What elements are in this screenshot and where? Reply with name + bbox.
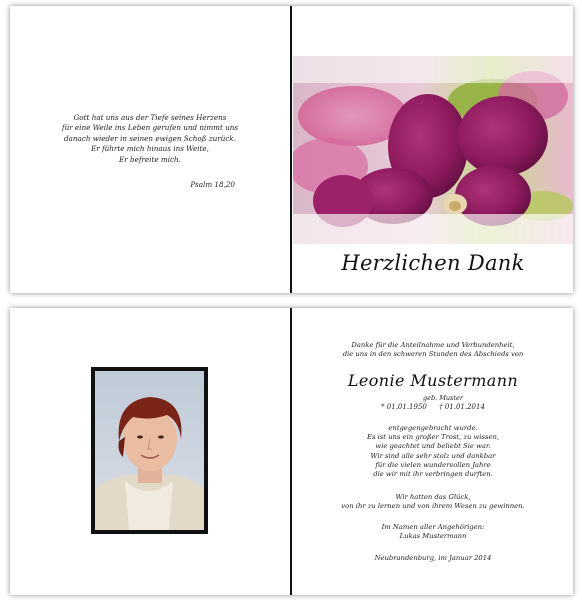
passage-line: entgegengebracht wurde. bbox=[388, 424, 478, 432]
card-inside bbox=[10, 308, 573, 595]
card-front bbox=[10, 6, 573, 293]
deceased-name: Leonie Mustermann bbox=[347, 371, 519, 390]
psalm-line: Er befreite mich. bbox=[119, 154, 181, 164]
psalm-reference: Psalm 18,20 bbox=[190, 180, 235, 189]
passage-line: wie geachtet und beliebt Sie war. bbox=[375, 442, 491, 451]
family-line: Lukas Mustermann bbox=[399, 532, 467, 541]
intro-line: Danke für die Anteilnahme und Verbundenheit, bbox=[351, 341, 515, 349]
passage-text bbox=[293, 424, 573, 479]
family-signature bbox=[293, 523, 573, 541]
birth-name: geb. Muster bbox=[422, 394, 464, 402]
gratitude-text bbox=[293, 493, 573, 511]
psalm-line: danach wieder in seinen ewigen Schoß zurück. bbox=[64, 133, 236, 143]
place-date: Neubrandenburg, im Januar 2014 bbox=[374, 554, 492, 562]
fold-line bbox=[290, 308, 292, 595]
birth-date: * 01.01.1950 bbox=[381, 403, 427, 411]
orchid-photo-icon bbox=[293, 56, 573, 244]
psalm-line: Er führte mich hinaus ins Weite, bbox=[91, 144, 209, 154]
passage-line: Es ist uns ein großer Trost, zu wissen, bbox=[366, 433, 500, 442]
fold-line bbox=[290, 6, 292, 293]
intro-text bbox=[293, 341, 573, 359]
gratitude-line: von ihr zu lernen und von ihrem Wesen zu gewinnen. bbox=[341, 502, 525, 511]
passage-line: für die vielen wundervollen Jahre bbox=[375, 460, 491, 469]
gratitude-line: Wir hatten das Glück, bbox=[395, 493, 471, 501]
psalm-line: Gott hat uns aus der Tiefe seines Herzens bbox=[73, 113, 227, 122]
portrait-photo-icon bbox=[91, 367, 208, 534]
intro-line: die uns in den schweren Stunden des Abschieds von bbox=[342, 350, 524, 359]
psalm-quote bbox=[50, 113, 250, 189]
family-line: Im Namen aller Angehörigen: bbox=[381, 523, 485, 531]
cover-title: Herzlichen Dank bbox=[341, 251, 525, 275]
passage-line: die wir mit ihr verbringen durften. bbox=[373, 470, 493, 479]
psalm-line: für eine Weile ins Leben gerufen und nimmt uns bbox=[61, 123, 239, 133]
life-dates bbox=[293, 403, 573, 411]
passage-line: Wir sind alle sehr stolz und dankbar bbox=[370, 451, 496, 460]
death-date: † 01.01.2014 bbox=[439, 403, 485, 411]
